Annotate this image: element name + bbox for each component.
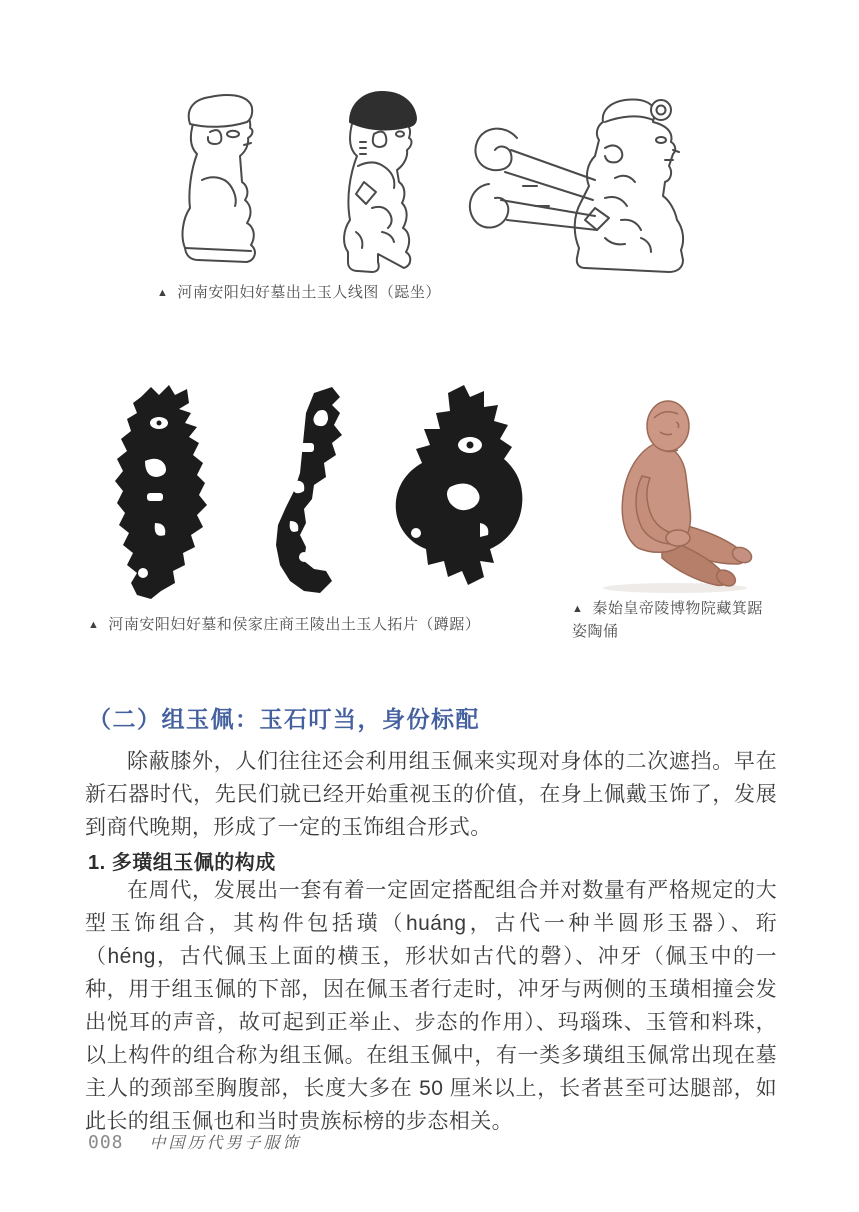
figure-caption-right-text: 秦始皇帝陵博物院藏箕踞姿陶俑	[572, 600, 763, 640]
jade-figure-line-drawing-3	[455, 88, 695, 283]
section-heading: （二）组玉佩：玉石叮当，身份标配	[88, 706, 480, 732]
figure-middle-row-item-4	[580, 392, 765, 597]
body-paragraph-1: 除蔽膝外，人们往往还会利用组玉佩来实现对身体的二次遮挡。早在新石器时代，先民们就已经开始重视玉的价值，在身上佩戴玉饰了，发展到商代晚期，形成了一定的玉饰组合形式。	[85, 750, 777, 839]
pottery-figurine-photo	[580, 392, 765, 597]
book-title: 中国历代男子服饰	[149, 1135, 302, 1152]
jade-figure-line-drawing-2	[312, 82, 447, 287]
body-paragraph-2: 在周代，发展出一套有着一定固定搭配组合并对数量有严格规定的大型玉饰组合，其构件包括璜（huáng，古代一种半圆形玉器）、珩（héng，古代佩玉上面的横玉，形状如古代的磬）、冲牙（佩玉中的一种，用于组玉佩的下部，因在佩玉者行走时，冲牙与两侧的玉璜相撞会发出悦耳的声音，故可起到正举止、步态的作用）、玛瑙珠、玉管和料珠，以上构件的组合称为组玉佩。在组玉佩中，有一类多璜组玉佩常出现在墓主人的颈部至胸腹部，长度大多在 50 厘米以上，长者甚至可达腿部，如此长的组玉佩也和当时贵族标榜的步态相关。	[85, 879, 777, 1133]
figure-top-row-item-2	[312, 82, 447, 287]
figure-top-row-item-1	[150, 88, 290, 278]
figure-caption-middle	[88, 614, 480, 637]
figure-caption-middle-text: 河南安阳妇好墓和侯家庄商王陵出土玉人拓片（蹲踞）	[108, 616, 481, 633]
figure-top-row-item-3	[455, 88, 695, 283]
page-footer	[88, 1130, 302, 1153]
figure-caption-top	[157, 282, 441, 305]
jade-figure-rubbing-3	[372, 383, 542, 605]
figure-middle-row-item-3	[372, 383, 542, 605]
figure-middle-row-item-1	[85, 383, 245, 605]
figure-caption-right	[572, 598, 772, 642]
jade-figure-line-drawing-1	[150, 88, 290, 278]
triangle-marker-icon: ▲	[88, 619, 100, 631]
page-number: 008	[88, 1132, 124, 1153]
sub-heading: 1. 多璜组玉佩的构成	[88, 852, 276, 874]
figure-caption-top-text: 河南安阳妇好墓出土玉人线图（跽坐）	[177, 284, 441, 301]
jade-figure-rubbing-2	[248, 385, 363, 605]
triangle-marker-icon: ▲	[572, 603, 584, 615]
triangle-marker-icon: ▲	[157, 287, 169, 299]
figure-middle-row-item-2	[248, 385, 363, 605]
jade-figure-rubbing-1	[85, 383, 245, 605]
